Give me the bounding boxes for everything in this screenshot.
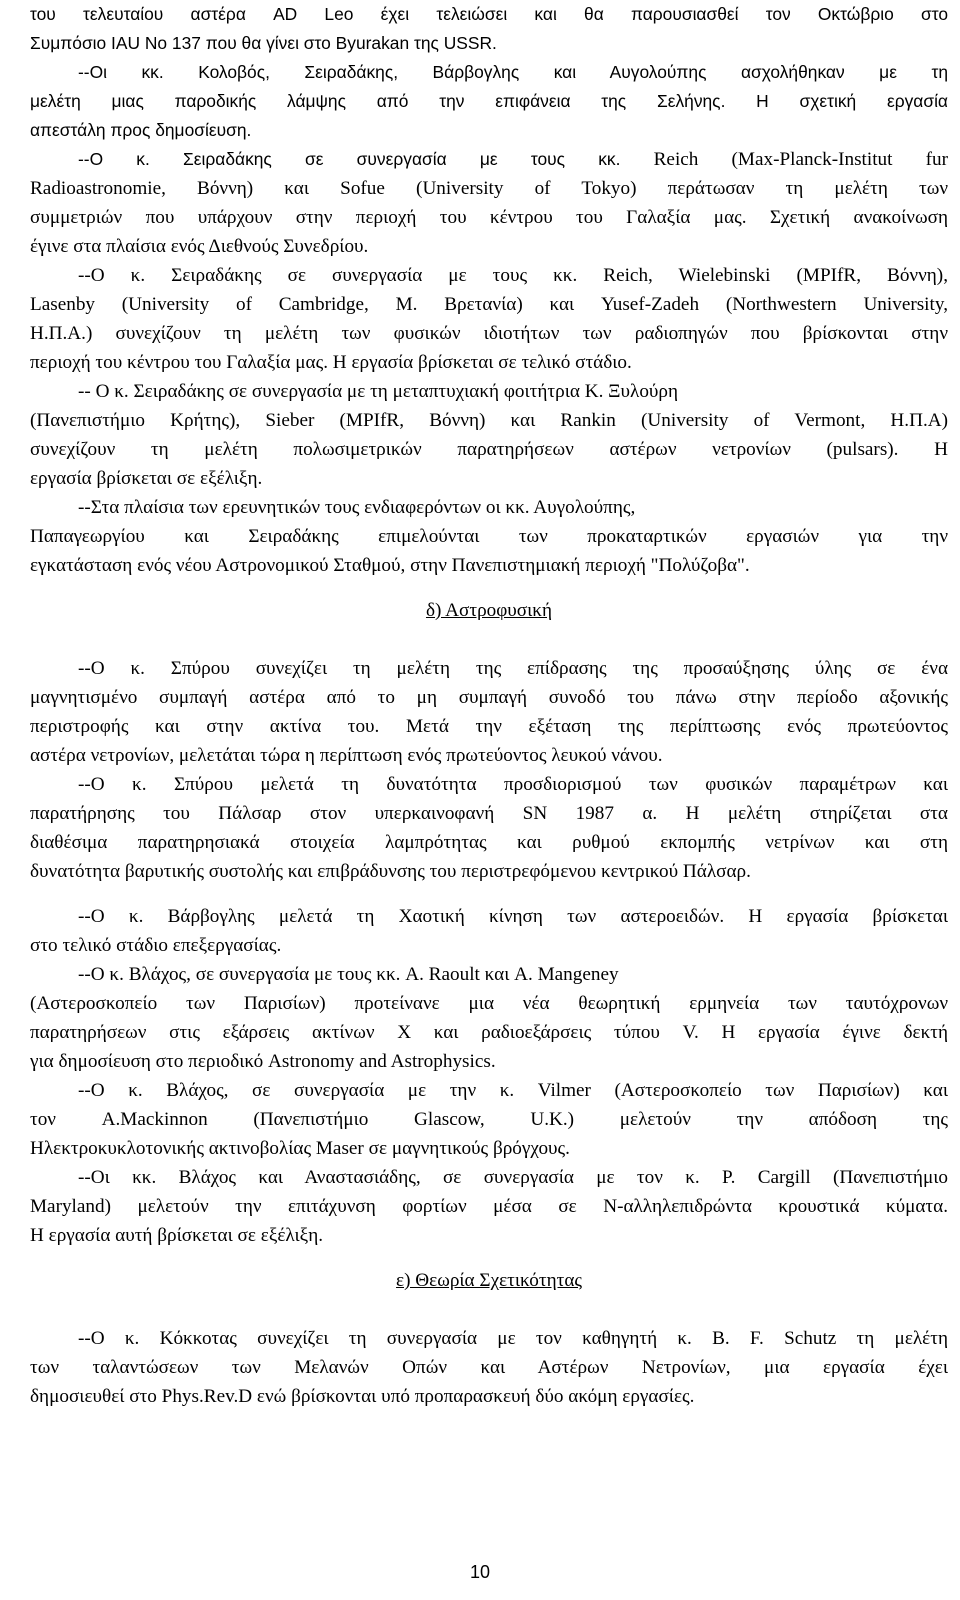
text-line: Συμπόσιο IAU No 137 που θα γίνει στο Byurakan της USSR. — [30, 33, 497, 53]
text-line: μαγνητισμένο συμπαγή αστέρα από το μη συμπαγή συνοδό του πάνω στην περίοδο αξονικής — [30, 687, 948, 708]
text-line: συμμετριών που υπάρχουν στην περιοχή του κέντρου του Γαλαξία μας. Σχετική ανακοίνωση — [30, 207, 948, 228]
text-line: έγινε στα πλαίσια ενός Διεθνούς Συνεδρίου. — [30, 236, 369, 257]
text-line: -- Ο κ. Σειραδάκης σε συνεργασία με τη μεταπτυχιακή φοιτήτρια Κ. Ξυλούρη — [78, 381, 679, 402]
text-line: του τελευταίου αστέρα AD Leo έχει τελειώσει και θα παρουσιασθεί τον Οκτώβριο στο — [30, 4, 948, 24]
spacer — [30, 1295, 948, 1324]
text-line: των ταλαντώσεων των Μελανών Οπών και Αστέρων Νετρονίων, μια εργασία έχει — [30, 1357, 948, 1378]
text-line: --Ο κ. Κόκκοτας συνεχίζει τη συνεργασία με τον καθηγητή κ. B. F. Schutz τη μελέτη — [78, 1328, 948, 1349]
text-line — [30, 145, 948, 174]
text-line: Η.Π.Α.) συνεχίζουν τη μελέτη των φυσικών ιδιοτήτων των ραδιοπηγών που βρίσκονται στην — [30, 323, 948, 344]
spacer — [30, 625, 948, 654]
text-line: συνεχίζουν τη μελέτη πολωσιμετρικών παρατηρήσεων αστέρων νετρονίων (pulsars). Η — [30, 439, 948, 460]
text-line: (Πανεπιστήμιο Κρήτης), Sieber (MPIfR, Βόννη) και Rankin (University of Vermont, Η.Π.Α) — [30, 410, 948, 431]
text-line: τον A.Mackinnon (Πανεπιστήμιο Glascow, U.K.) μελετούν την απόδοση της — [30, 1109, 948, 1130]
spacer — [30, 580, 948, 596]
text-line: Ηλεκτροκυκλοτονικής ακτινοβολίας Maser σε μαγνητικούς βρόγχους. — [30, 1138, 570, 1159]
page-number: 10 — [469, 1562, 491, 1582]
text-line: αστέρα νετρονίων, μελετάται τώρα η περίπτωση ενός πρωτεύοντος λευκού νάνου. — [30, 745, 663, 766]
text-line: --Οι κκ. Κολοβός, Σειραδάκης, Βάρβογλης και Αυγολούπης ασχολήθηκαν με τη — [78, 62, 948, 82]
text-line: εγκατάσταση ενός νέου Αστρονομικού Σταθμού, στην Πανεπιστημιακή περιοχή "Πολύζοβα". — [30, 555, 750, 576]
text-line: δημοσιευθεί στο Phys.Rev.D ενώ βρίσκονται υπό προπαρασκευή δύο ακόμη εργασίες. — [30, 1386, 695, 1407]
text-line: παρατηρήσεων στις εξάρσεις ακτίνων Χ και ραδιοεξάρσεις τύπου V. Η εργασία έγινε δεκτή — [30, 1022, 948, 1043]
text-line: Radioastronomie, Βόννη) και Sofue (University of Tokyo) περάτωσαν τη μελέτη των — [30, 178, 948, 199]
text-line: Maryland) μελετούν την επιτάχυνση φορτίων μέσα σε N-αλληλεπιδρώντα κρουστικά κύματα. — [30, 1196, 948, 1217]
text-line: --Ο κ. Σειραδάκης σε συνεργασία με τους κκ. Reich, Wielebinski (MPIfR, Βόννη), — [78, 265, 948, 286]
text-line: Η εργασία αυτή βρίσκεται σε εξέλιξη. — [30, 1225, 324, 1246]
text-line: για δημοσίευση στο περιοδικό Astronomy and Astrophysics. — [30, 1051, 496, 1072]
text-line: παρατήρησης του Πάλσαρ στον υπερκαινοφανή SN 1987 α. Η μελέτη στηρίζεται στα — [30, 803, 948, 824]
spacer — [30, 886, 948, 902]
text-line: εργασία βρίσκεται σε εξέλιξη. — [30, 468, 263, 489]
text-segment: --Ο κ. Σειραδάκης σε συνεργασία με τους κκ. — [78, 149, 654, 169]
text-line: στο τελικό στάδιο επεξεργασίας. — [30, 935, 282, 956]
text-line: --Οι κκ. Βλάχος και Αναστασιάδης, σε συνεργασία με τον κ. P. Cargill (Πανεπιστήμιο — [78, 1167, 948, 1188]
spacer — [30, 1250, 948, 1266]
document-page — [30, 0, 948, 1411]
text-line: --Ο κ. Βλάχος, σε συνεργασία με την κ. Vilmer (Αστεροσκοπείο των Παρισίων) και — [78, 1080, 948, 1101]
text-line: (Αστεροσκοπείο των Παρισίων) προτείνανε μια νέα θεωρητική ερμηνεία των ταυτόχρονων — [30, 993, 948, 1014]
text-line: --Ο κ. Σπύρου συνεχίζει τη μελέτη της επίδρασης της προσαύξησης ύλης σε ένα — [78, 658, 948, 679]
text-line: διαθέσιμα παρατηρησιακά στοιχεία λαμπρότητας και ρυθμού εκπομπής νετρίνων και στη — [30, 832, 948, 853]
text-line: --Ο κ. Σπύρου μελετά τη δυνατότητα προσδιορισμού των φυσικών παραμέτρων και — [78, 774, 948, 795]
text-line: περιστροφής και στην ακτίνα του. Μετά την εξέταση της περίπτωσης ενός πρωτεύοντος — [30, 716, 948, 737]
text-line: Παπαγεωργίου και Σειραδάκης επιμελούνται των προκαταρτικών εργασιών για την — [30, 526, 948, 547]
text-line: μελέτη μιας παροδικής λάμψης από την επιφάνεια της Σελήνης. Η σχετική εργασία — [30, 91, 948, 111]
section-heading-text: ε) Θεωρία Σχετικότητας — [396, 1270, 582, 1291]
text-line: δυνατότητα βαρυτικής συστολής και επιβράδυνσης του περιστρεφόμενου κεντρικού Πάλσαρ. — [30, 861, 751, 882]
text-segment: Reich (Max-Planck-Institut fur — [653, 149, 948, 170]
text-line: απεστάλη προς δημοσίευση. — [30, 120, 252, 140]
text-line: --Ο κ. Βάρβογλης μελετά τη Χαοτική κίνηση των αστεροειδών. Η εργασία βρίσκεται — [78, 906, 948, 927]
section-heading-astrophysics — [30, 596, 948, 625]
text-line: --Στα πλαίσια των ερευνητικών τους ενδιαφερόντων οι κκ. Αυγολούπης, — [78, 497, 636, 518]
section-heading-text: δ) Αστροφυσική — [425, 600, 553, 621]
text-line: Lasenby (University of Cambridge, Μ. Βρετανία) και Yusef-Zadeh (Northwestern University, — [30, 294, 948, 315]
section-heading-relativity — [30, 1266, 948, 1295]
text-line: --Ο κ. Βλάχος, σε συνεργασία με τους κκ. A. Raoult και A. Mangeney — [78, 964, 619, 985]
text-line: περιοχή του κέντρου του Γαλαξία μας. Η εργασία βρίσκεται σε τελικό στάδιο. — [30, 352, 632, 373]
